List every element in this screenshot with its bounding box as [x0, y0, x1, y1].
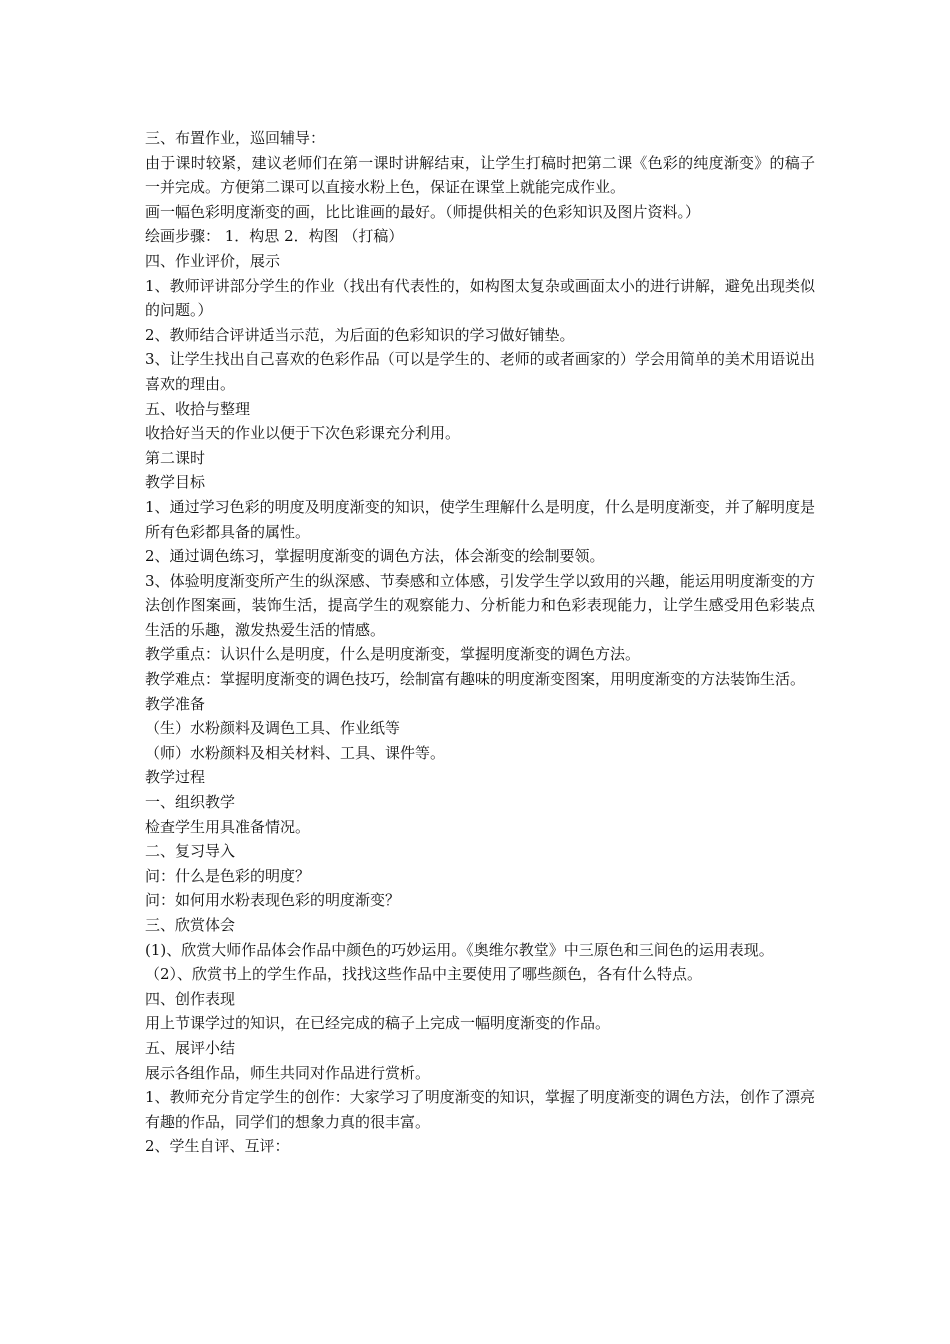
paragraph-process-heading: 教学过程: [145, 768, 206, 787]
paragraph-summary-1: 1、教师充分肯定学生的创作：大家学习了明度渐变的知识，掌握了明度渐变的调色方法，创作了漂亮有趣的作品，同学们的想象力真的很丰富。: [145, 1088, 815, 1131]
paragraph-evaluation-1: 1、教师评讲部分学生的作业（找出有代表性的，如构图太复杂或画面太小的进行讲解，避免出现类似的问题。）: [145, 276, 815, 320]
paragraph-preparation-teacher: （师）水粉颜料及相关材料、工具、课件等。: [145, 743, 446, 762]
paragraph-cleanup-text: 收拾好当天的作业以便于下次色彩课充分利用。: [145, 424, 461, 443]
paragraph-second-lesson: 第二课时: [145, 448, 206, 467]
paragraph-preparation-student: （生）水粉颜料及调色工具、作业纸等: [145, 719, 401, 738]
paragraph-summary-2: 2、学生自评、互评：: [145, 1137, 290, 1156]
paragraph-summary-text: 展示各组作品，师生共同对作品进行赏析。: [145, 1063, 431, 1082]
paragraph-appreciation-1: (1)、欣赏大师作品体会作品中颜色的巧妙运用。《奥维尔教堂》中三原色和三间色的运用表现。: [145, 940, 774, 959]
paragraph-preparation-heading: 教学准备: [145, 694, 206, 713]
paragraph-time-note: 由于课时较紧，建议老师们在第一课时讲解结束，让学生打稿时把第二课《色彩的纯度渐变》的稿子一并完成。方便第二课可以直接水粉上色，保证在课堂上就能完成作业。: [145, 153, 815, 197]
paragraph-assign-homework-heading: 三、布置作业，巡回辅导：: [145, 129, 326, 147]
paragraph-review-heading: 二、复习导入: [145, 842, 236, 861]
paragraph-evaluation-2: 2、教师结合评讲适当示范，为后面的色彩知识的学习做好铺垫。: [145, 325, 575, 344]
paragraph-question-1: 问：什么是色彩的明度？: [145, 866, 311, 885]
paragraph-organize-heading: 一、组织教学: [145, 793, 236, 812]
paragraph-question-2: 问：如何用水粉表现色彩的明度渐变？: [145, 891, 401, 910]
paragraph-creation-text: 用上节课学过的知识，在已经完成的稿子上完成一幅明度渐变的作品。: [145, 1014, 611, 1033]
paragraph-objective-3: 3、体验明度渐变所产生的纵深感、节奏感和立体感，引发学生学以致用的兴趣，能运用明度渐变的方法创作图案画，装饰生活，提高学生的观察能力、分析能力和色彩表现能力，让学生感受用色彩装点生活的乐趣，激发热爱生活的情感。: [145, 571, 815, 639]
paragraph-difficulties: 教学难点：掌握明度渐变的调色技巧，绘制富有趣味的明度渐变图案，用明度渐变的方法装饰生活。: [145, 670, 806, 689]
paragraph-draw-task: 画一幅色彩明度渐变的画，比比谁画的最好。（师提供相关的色彩知识及图片资料。）: [145, 202, 701, 221]
document-page: [145, 126, 815, 1159]
paragraph-creation-heading: 四、创作表现: [145, 989, 236, 1008]
paragraph-objectives-heading: 教学目标: [145, 473, 206, 492]
paragraph-organize-text: 检查学生用具准备情况。: [145, 817, 311, 836]
paragraph-key-points: 教学重点：认识什么是明度，什么是明度渐变，掌握明度渐变的调色方法。: [145, 645, 641, 664]
paragraph-cleanup-heading: 五、收拾与整理: [145, 399, 251, 418]
paragraph-evaluation-heading: 四、作业评价，展示: [145, 251, 281, 270]
paragraph-appreciation-heading: 三、欣赏体会: [145, 916, 236, 934]
paragraph-objective-1: 1、通过学习色彩的明度及明度渐变的知识，使学生理解什么是明度，什么是明度渐变，并了解明度是所有色彩都具备的属性。: [145, 497, 815, 541]
paragraph-summary-heading: 五、展评小结: [145, 1038, 236, 1057]
paragraph-drawing-steps: 绘画步骤： 1．构思 2．构图 （打稿）: [145, 227, 404, 246]
paragraph-evaluation-3: 3、让学生找出自己喜欢的色彩作品（可以是学生的、老师的或者画家的）学会用简单的美术用语说出喜欢的理由。: [145, 350, 815, 393]
paragraph-appreciation-2: （2）、欣赏书上的学生作品，找找这些作品中主要使用了哪些颜色，各有什么特点。: [145, 965, 703, 984]
paragraph-objective-2: 2、通过调色练习，掌握明度渐变的调色方法，体会渐变的绘制要领。: [145, 547, 605, 566]
